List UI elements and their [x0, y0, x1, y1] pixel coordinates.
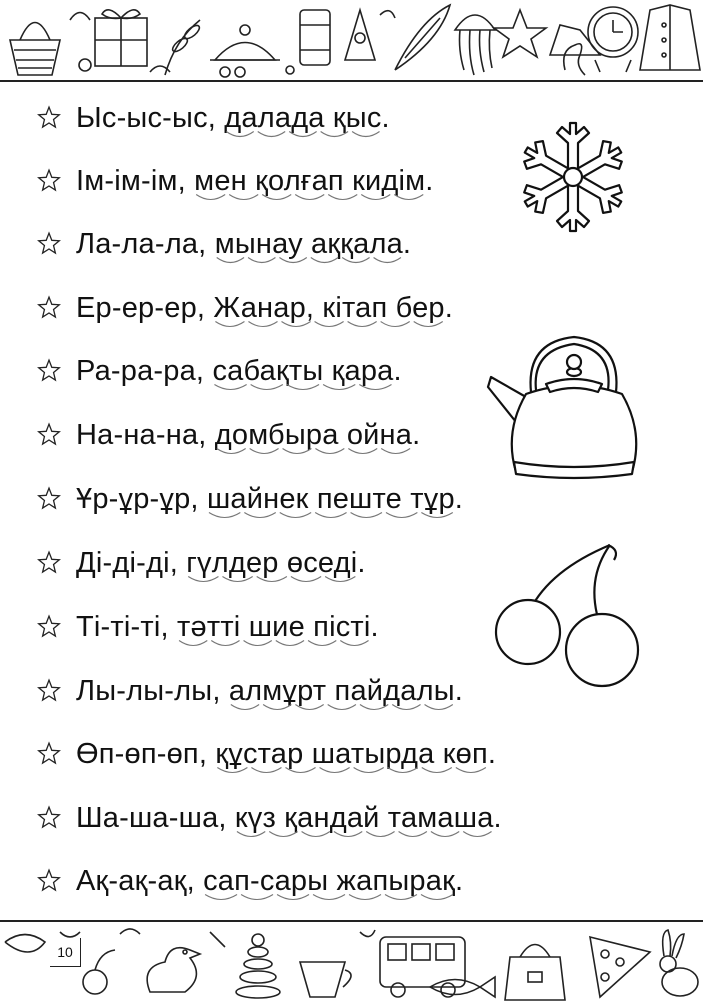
list-item: [36, 224, 411, 264]
list-item: [36, 798, 502, 838]
star-icon: [36, 486, 62, 512]
star-icon: [36, 105, 62, 131]
list-item: [36, 607, 379, 647]
rhyme-line: Ұр-ұр-ұр, шайнек пеште тұр.: [76, 482, 464, 515]
list-item: [36, 543, 366, 583]
rhyme-line: На-на-на, домбыра ойна.: [76, 418, 421, 451]
star-icon: [36, 358, 62, 384]
kettle-icon: [486, 322, 646, 482]
rhyme-line: Ла-ла-ла, мынау аққала.: [76, 227, 412, 260]
rhyme-line: Ді-ді-ді, гүлдер өседі.: [76, 546, 366, 579]
list-item: [36, 98, 390, 138]
bottom-decorative-border: [0, 920, 703, 1002]
list-item: [36, 288, 453, 328]
rhyme-line: Ім-ім-ім, мен қолғап кидім.: [76, 164, 434, 197]
rhyme-line: Ақ-ақ-ақ, сап-сары жапырақ.: [76, 864, 464, 897]
star-icon: [36, 614, 62, 640]
star-icon: [36, 168, 62, 194]
rhyme-line: Ті-ті-ті, тәтті шие пісті.: [76, 610, 379, 643]
list-item: [36, 861, 463, 901]
list-item: [36, 734, 496, 774]
rhyme-line: Ша-ша-ша, күз қандай тамаша.: [76, 801, 502, 834]
rhyme-line: Ра-ра-ра, сабақты қара.: [76, 354, 402, 387]
list-item: [36, 351, 402, 391]
list-item: [36, 479, 463, 519]
snowflake-icon: [498, 118, 648, 236]
star-icon: [36, 678, 62, 704]
rhyme-line: Ер-ер-ер, Жанар, кітап бер.: [76, 291, 454, 324]
page-number: 10: [50, 938, 81, 967]
list-item: [36, 161, 434, 201]
rhyme-line: Ыс-ыс-ыс, далада қыс.: [76, 101, 390, 134]
star-icon: [36, 422, 62, 448]
list-item: [36, 671, 463, 711]
cherries-icon: [490, 540, 650, 690]
star-icon: [36, 295, 62, 321]
top-decorative-border: [0, 0, 703, 82]
rhyme-line: Лы-лы-лы, алмұрт пайдалы.: [76, 674, 464, 707]
star-icon: [36, 231, 62, 257]
star-icon: [36, 550, 62, 576]
star-icon: [36, 805, 62, 831]
list-item: [36, 415, 420, 455]
star-icon: [36, 741, 62, 767]
rhyme-line: Өп-өп-өп, құстар шатырда көп.: [76, 737, 497, 770]
star-icon: [36, 868, 62, 894]
